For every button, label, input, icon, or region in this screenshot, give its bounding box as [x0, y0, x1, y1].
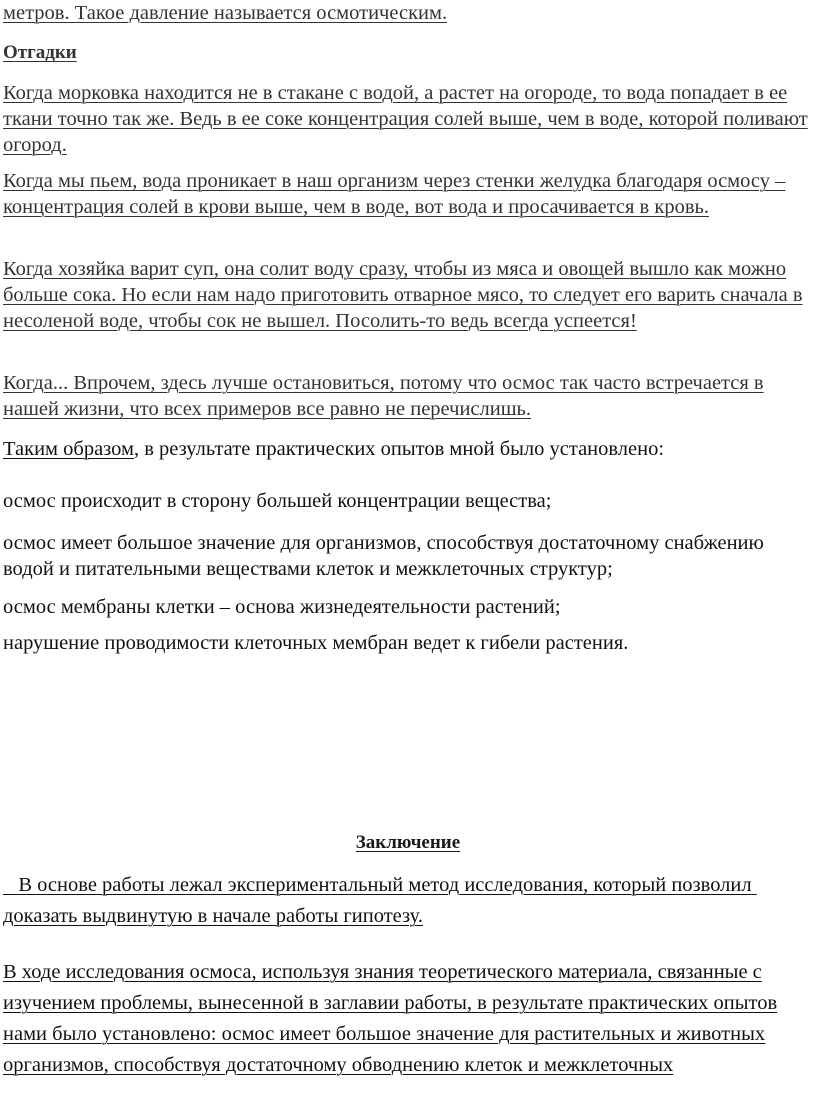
- finding-2: осмос имеет большое значение для организмов, способствуя достаточному снабжению водой и питательными веществами клеток и межклеточных структур;: [3, 532, 764, 580]
- answer-paragraph-2: Когда мы пьем, вода проникает в наш организм через стенки желудка благодаря осмосу – концентрация солей в крови выше, чем в воде, вот вода и просачивается в кровь.: [3, 170, 786, 218]
- finding-3: осмос мембраны клетки – основа жизнедеятельности растений;: [3, 596, 561, 618]
- answer-paragraph-4: Когда... Впрочем, здесь лучше остановиться, потому что осмос так часто встречается в нашей жизни, что всех примеров все равно не перечислишь.: [3, 372, 764, 420]
- finding-4: нарушение проводимости клеточных мембран ведет к гибели растения.: [3, 632, 629, 654]
- summary-lead: Таким образом: [3, 438, 134, 460]
- summary-intro: [3, 436, 812, 462]
- answer-paragraph-3: Когда хозяйка варит суп, она солит воду сразу, чтобы из мяса и овощей вышло как можно больше сока. Но если нам надо приготовить отварное мясо, то следует его варить сначала в несоленой воде, чтобы сок не вышел. Посолить-то ведь всегда успеется!: [3, 258, 803, 332]
- summary-rest: , в результате практических опытов мной было установлено:: [133, 438, 665, 460]
- answers-heading: Отгадки: [3, 42, 77, 63]
- conclusion-paragraph-1: В основе работы лежал экспериментальный метод исследования, который позволил доказать выдвинутую в начале работы гипотезу.: [3, 874, 757, 927]
- answer-paragraph-1: Когда морковка находится не в стакане с водой, а растет на огороде, то вода попадает в ее ткани точно так же. Ведь в ее соке концентрация солей выше, чем в воде, которой поливают огород.: [3, 82, 808, 156]
- top-line: метров. Такое давление называется осмотическим.: [3, 2, 448, 24]
- conclusion-paragraph-2: В ходе исследования осмоса, используя знания теоретического материала, связанные с изучением проблемы, вынесенной в заглавии работы, в результате практических опытов нами было установлено: осмос имеет большое значение для растительных и животных организмов, способствуя достаточному обводнению клеток и межклеточных: [3, 961, 778, 1076]
- conclusion-heading: Заключение: [355, 832, 461, 853]
- finding-1: осмос происходит в сторону большей концентрации вещества;: [3, 490, 552, 512]
